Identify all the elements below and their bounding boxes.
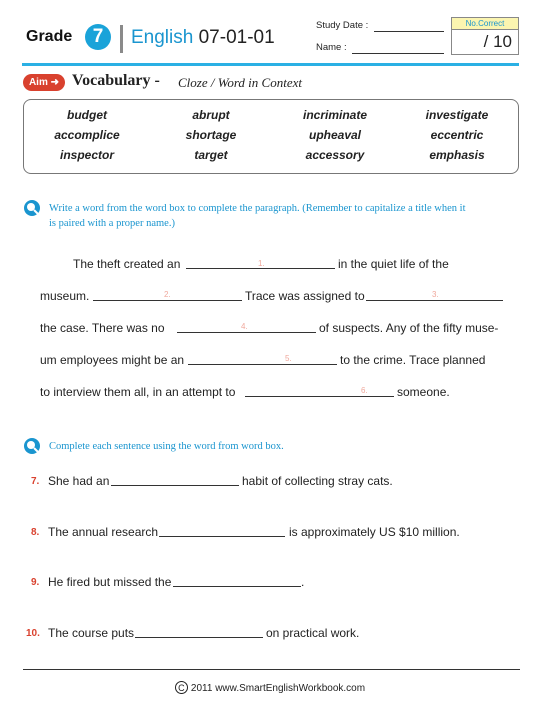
grade-number-badge: 7 (85, 24, 111, 50)
section-subtitle: Cloze / Word in Context (178, 75, 302, 90)
word-box-word: investigate (425, 108, 489, 122)
sentence-text: He fired but missed the (48, 575, 172, 589)
paragraph-text: The theft created an (73, 257, 181, 271)
blank-number: 2. (164, 290, 171, 299)
magnifier-icon (23, 199, 41, 217)
paragraph-text: someone. (397, 385, 450, 399)
sentence-text: . (301, 575, 305, 589)
section-title: Vocabulary - (72, 72, 160, 89)
answer-blank-8[interactable] (159, 525, 285, 537)
word-box-word: eccentric (430, 128, 484, 142)
sentence-instruction: Complete each sentence using the word from word box. (49, 441, 284, 452)
score-box (451, 17, 519, 55)
paragraph-text: in the quiet life of the (338, 257, 449, 271)
answer-blank-9[interactable] (173, 575, 301, 587)
grade-label: Grade (26, 28, 73, 45)
paragraph-text: to the crime. Trace planned (340, 353, 486, 367)
header-divider (120, 25, 123, 53)
paragraph-instruction-line2: is paired with a proper name.) (49, 218, 175, 229)
sentence-text: is approximately US $10 million. (289, 525, 460, 539)
word-box-word: target (194, 148, 228, 162)
copyright-icon: C (175, 681, 188, 694)
question-number: 8. (31, 527, 40, 538)
word-box-word: shortage (185, 128, 237, 142)
word-box-word: incriminate (302, 108, 368, 122)
answer-blank-10[interactable] (135, 626, 263, 638)
word-box-word: budget (67, 108, 107, 122)
subject-label: English (131, 27, 194, 48)
paragraph-instruction-line1: Write a word from the word box to complete the paragraph. (Remember to capitalize a title when it (49, 203, 466, 214)
magnifier-icon (23, 437, 41, 455)
footer-rule (23, 669, 520, 670)
word-box (23, 99, 519, 174)
word-box-word: inspector (59, 148, 114, 162)
footer (0, 681, 540, 694)
paragraph-text: the case. There was no (40, 321, 165, 335)
blank-number: 3. (432, 290, 439, 299)
study-date-field[interactable] (374, 31, 444, 32)
sentence-text: She had an (48, 474, 110, 488)
paragraph-text: Trace was assigned to (245, 289, 365, 303)
blank-number: 5. (285, 354, 292, 363)
header-rule (22, 63, 519, 66)
worksheet-code: 07-01-01 (198, 27, 275, 48)
blank-number: 4. (241, 322, 248, 331)
question-number: 10. (26, 628, 40, 639)
answer-blank-7[interactable] (111, 474, 239, 486)
paragraph-instruction (49, 201, 466, 231)
footer-text: 2011 www.SmartEnglishWorkbook.com (190, 683, 366, 694)
study-date-label: Study Date : (316, 20, 369, 31)
question-number: 7. (31, 476, 40, 487)
sentence-text: The annual research (48, 525, 159, 539)
name-label: Name : (316, 42, 347, 53)
word-box-word: upheaval (308, 128, 362, 142)
sentence-text: The course puts (48, 626, 135, 640)
word-box-word: abrupt (192, 108, 230, 122)
name-field[interactable] (352, 53, 444, 54)
word-box-word: accomplice (54, 128, 120, 142)
worksheet-title (131, 27, 275, 49)
score-total[interactable]: / 10 (483, 32, 512, 51)
word-box-word: accessory (305, 148, 365, 162)
aim-badge: Aim ➜ (23, 74, 65, 91)
paragraph-text: of suspects. Any of the fifty muse- (319, 321, 499, 335)
blank-number: 6. (361, 386, 368, 395)
word-box-word: emphasis (429, 148, 485, 162)
paragraph-text: to interview them all, in an attempt to (40, 385, 236, 399)
answer-blank-6[interactable] (245, 385, 394, 397)
sentence-text: habit of collecting stray cats. (242, 474, 393, 488)
paragraph-text: museum. (40, 289, 90, 303)
question-number: 9. (31, 577, 40, 588)
sentence-text: on practical work. (266, 626, 360, 640)
answer-blank-5[interactable] (188, 353, 337, 365)
paragraph-text: um employees might be an (40, 353, 185, 367)
score-label: No.Correct (452, 18, 518, 30)
blank-number: 1. (258, 259, 265, 268)
